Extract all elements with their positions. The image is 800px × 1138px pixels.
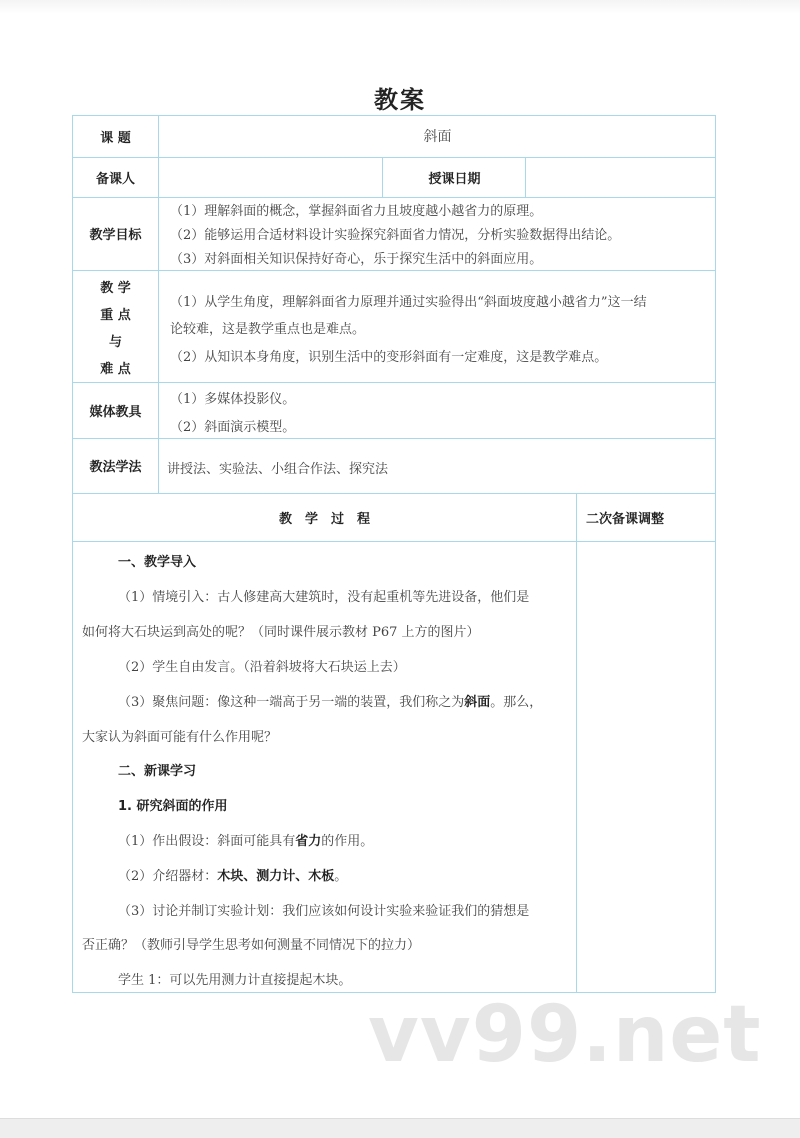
objective-item: （3）对斜面相关知识保持好奇心，乐于探究生活中的斜面应用。	[170, 252, 543, 267]
key-points-label-line: 难 点	[100, 361, 131, 377]
process-header: 教 学 过 程	[278, 511, 370, 527]
bold-term: 斜面	[464, 695, 491, 710]
paragraph-text: 的作用。	[321, 834, 374, 849]
process-paragraph: （3）讨论并制订实验计划：我们应该如何设计实验来验证我们的猜想是	[118, 904, 530, 919]
paragraph-text: 。那么，	[490, 695, 543, 710]
paragraph-text: （3）聚焦问题：像这种一端高于另一端的装置，我们称之为	[118, 695, 465, 710]
process-paragraph	[118, 691, 542, 710]
paragraph-text: （2）介绍器材：	[118, 869, 218, 884]
objective-item: （1）理解斜面的概念，掌握斜面省力且坡度越小越省力的原理。	[170, 204, 543, 219]
row-divider	[72, 541, 716, 542]
key-points-label-line: 教 学	[100, 280, 131, 296]
key-point-item: 论较难，这是教学重点也是难点。	[170, 322, 366, 337]
key-point-item: （1）从学生角度，理解斜面省力原理并通过实验得出“斜面坡度越小越省力”这一结	[170, 295, 647, 310]
methods-value: 讲授法、实验法、小组合作法、探究法	[167, 462, 389, 477]
key-points-label-line: 与	[108, 334, 122, 350]
process-paragraph	[118, 865, 347, 884]
objective-item: （2）能够运用合适材料设计实验探究斜面省力情况，分析实验数据得出结论。	[170, 228, 621, 243]
table-border-right	[715, 115, 716, 993]
key-point-item: （2）从知识本身角度，识别生活中的变形斜面有一定难度，这是教学难点。	[170, 350, 608, 365]
page-bottom-edge	[0, 1118, 800, 1138]
media-label: 媒体教具	[89, 404, 142, 420]
process-paragraph: 大家认为斜面可能有什么作用呢？	[82, 730, 278, 745]
subject-label: 课 题	[100, 130, 131, 146]
page-title: 教案	[374, 86, 426, 114]
row-divider	[72, 270, 716, 271]
process-paragraph: （2）学生自由发言。（沿着斜坡将大石块运上去）	[118, 660, 406, 675]
page-top-edge	[0, 0, 800, 14]
row-divider	[72, 197, 716, 198]
subsection-heading: 1. 研究斜面的作用	[118, 799, 228, 814]
row-divider	[72, 438, 716, 439]
section-heading: 一、教学导入	[118, 555, 197, 570]
paragraph-text: 。	[334, 869, 348, 884]
methods-label: 教法学法	[89, 460, 142, 475]
date-label: 授课日期	[428, 171, 481, 187]
media-item: （2）斜面演示模型。	[170, 420, 296, 435]
subject-value: 斜面	[423, 129, 452, 145]
row-divider	[72, 382, 716, 383]
section-heading: 二、新课学习	[118, 764, 197, 779]
process-paragraph: 学生 1：可以先用测力计直接提起木块。	[118, 973, 352, 988]
watermark: vv99.net	[368, 990, 762, 1080]
process-paragraph: 如何将大石块运到高处的呢？（同时课件展示教材 P67 上方的图片）	[82, 625, 480, 640]
process-paragraph: （1）情境引入：古人修建高大建筑时，没有起重机等先进设备，他们是	[118, 590, 530, 605]
bold-term: 木块、测力计、木板	[217, 869, 335, 884]
adjust-column-divider	[576, 493, 577, 992]
paragraph-text: （1）作出假设：斜面可能具有	[118, 834, 296, 849]
media-item: （1）多媒体投影仪。	[170, 392, 296, 407]
process-paragraph: 否正确？（教师引导学生思考如何测量不同情况下的拉力）	[82, 938, 421, 953]
adjust-header: 二次备课调整	[586, 511, 665, 527]
key-points-label-line: 重 点	[100, 307, 131, 323]
process-paragraph	[118, 830, 373, 849]
bold-term: 省力	[295, 834, 322, 849]
preparer-label: 备课人	[95, 171, 135, 187]
objectives-label: 教学目标	[89, 228, 142, 243]
